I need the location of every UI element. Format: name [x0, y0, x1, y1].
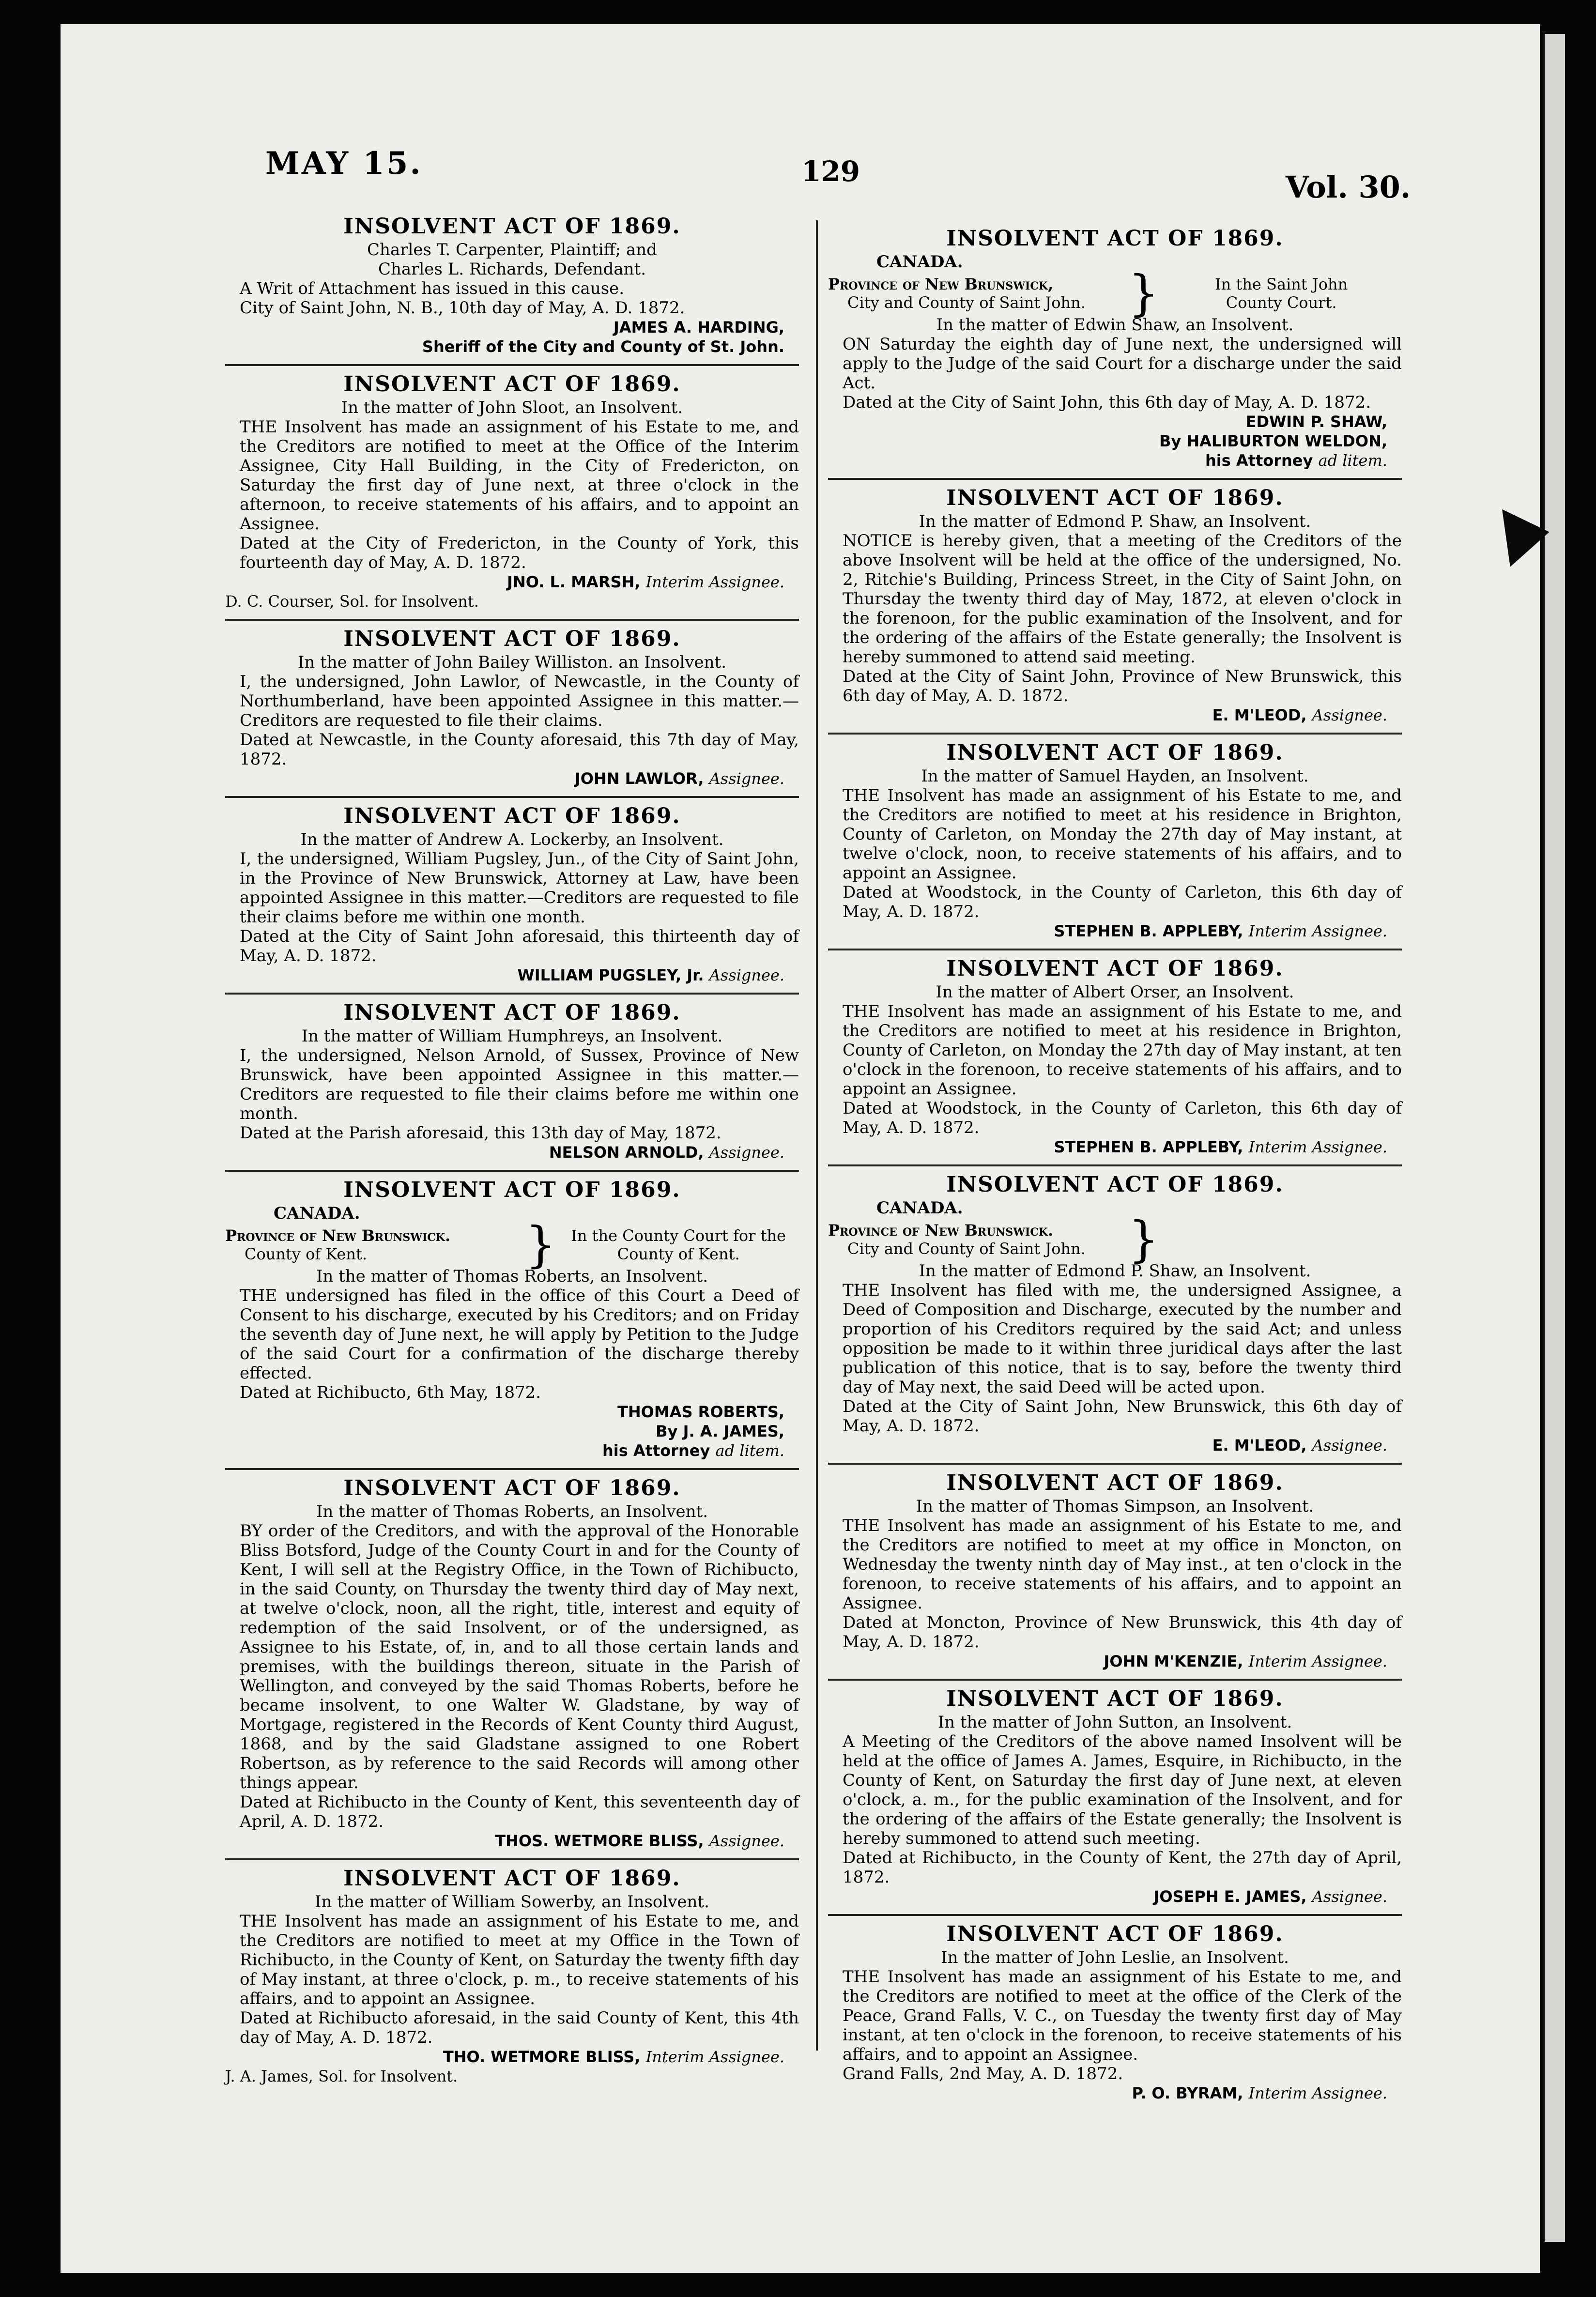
signature-role: Interim Assignee. — [1248, 1138, 1387, 1156]
notice-paragraph: BY order of the Creditors, and with the approval of the Honorable Bliss Botsford, Judge of the County Court in and for the County of Kent, I will sell at the Registry Office, in the Town of Richibucto, in the said County, on Thursday the twenty third day of May next, at twelve o'clock, noon, all the right, title, interest and equity of redemption of the said Insolvent, or of the undersigned, as Assignee to his Estate, of, in, and to all those certain lands and premises, with the buildings thereon, situate in the Parish of Wellington, and conveyed by the said Thomas Roberts, before he became insolvent, to one Walter W. Gladstane, by way of Mortgage, registered in the Records of Kent County third August, 1868, and by the said Gladstane assigned to one Robert Robertson, as by reference to the said Records will among other things appear. — [240, 1521, 799, 1792]
notice-paragraph: A Meeting of the Creditors of the above named Insolvent will be held at the office of James A. James, Esquire, in Richibucto, in the County of Kent, on Saturday the first day of June next, at eleven o'clock, a. m., for the public examination of the Insolvent, and for the ordering of the affairs of the Estate generally; the Insolvent is hereby summoned to attend such meeting. — [843, 1732, 1402, 1848]
notice-title: INSOLVENT ACT OF 1869. — [343, 1000, 681, 1025]
notice-title: INSOLVENT ACT OF 1869. — [343, 1476, 681, 1501]
signature-name: JNO. L. MARSH, — [507, 573, 641, 591]
volume-number: Vol. 30. — [1286, 169, 1411, 205]
signature-name: JOHN M'KENZIE, — [1104, 1652, 1243, 1670]
court-left-line: County of Kent. — [245, 1245, 367, 1263]
signature-line — [225, 965, 799, 985]
signature-name: JAMES A. HARDING, — [613, 318, 784, 337]
notice-title: INSOLVENT ACT OF 1869. — [343, 627, 681, 651]
notice-title: INSOLVENT ACT OF 1869. — [946, 956, 1284, 981]
matter-line: In the matter of Edwin Shaw, an Insolvent. — [936, 315, 1294, 335]
notice — [225, 995, 799, 1172]
notice-title: INSOLVENT ACT OF 1869. — [946, 1922, 1284, 1946]
signature-line — [225, 337, 799, 356]
signature-name: By J. A. JAMES, — [656, 1422, 784, 1440]
notice-title: INSOLVENT ACT OF 1869. — [343, 372, 681, 397]
signature-line — [225, 1441, 799, 1460]
signature-name: his Attorney — [1205, 451, 1313, 470]
signature-line — [225, 572, 799, 592]
notice — [225, 798, 799, 995]
notice-title: INSOLVENT ACT OF 1869. — [946, 1172, 1284, 1197]
signature-name: By HALIBURTON WELDON, — [1159, 432, 1387, 450]
court-left-line: Province of New Brunswick. — [225, 1226, 451, 1245]
signature-role: Assignee. — [1312, 1436, 1387, 1455]
signature-name: E. M'LEOD, — [1212, 1436, 1307, 1455]
notice-title: INSOLVENT ACT OF 1869. — [946, 1686, 1284, 1711]
signature-role: ad litem. — [715, 1441, 784, 1460]
signature-line — [225, 1143, 799, 1162]
matter-line: In the matter of Albert Orser, an Insolvent. — [936, 982, 1294, 1002]
matter-line: In the matter of John Bailey Williston. an Insolvent. — [297, 653, 727, 672]
canada-label: CANADA. — [876, 252, 963, 272]
notice-paragraph: THE Insolvent has made an assignment of his Estate to me, and the Creditors are notified to meet at the Office of the Interim Assignee, City Hall Building, in the City of Fredericton, on Saturday the first day of June next, at three o'clock in the afternoon, to receive statements of his affairs, and to appoint an Assignee. — [240, 417, 799, 534]
right-column — [828, 220, 1402, 2111]
notice-paragraph: Dated at Woodstock, in the County of Carleton, this 6th day of May, A. D. 1872. — [843, 883, 1402, 921]
notice-title: INSOLVENT ACT OF 1869. — [946, 226, 1284, 251]
signature-role: Assignee. — [709, 1143, 784, 1162]
notice-paragraph: THE undersigned has filed in the office of this Court a Deed of Consent to his discharge, executed by his Creditors; and on Friday the seventh day of June next, he will apply by Petition to the Judge of the said Court for a confirmation of the discharge thereby effected. — [240, 1286, 799, 1383]
notice — [225, 1470, 799, 1860]
matter-line: In the matter of Edmond P. Shaw, an Insolvent. — [919, 512, 1311, 531]
notice-paragraph: A Writ of Attachment has issued in this cause. — [240, 279, 625, 298]
notice-paragraph: City of Saint John, N. B., 10th day of May, A. D. 1872. — [240, 298, 685, 318]
signature-name: THOS. WETMORE BLISS, — [495, 1832, 704, 1850]
signature-line — [225, 1402, 799, 1422]
notice-title: INSOLVENT ACT OF 1869. — [343, 214, 681, 239]
notice — [828, 480, 1402, 735]
court-left-line: City and County of Saint John. — [847, 1240, 1086, 1258]
canada-label: CANADA. — [274, 1204, 360, 1223]
court-right-line: County of Kent. — [617, 1245, 740, 1263]
notice-paragraph: THE Insolvent has made an assignment of his Estate to me, and the Creditors are notified to meet at my office in Moncton, on Wednesday the twenty ninth day of May inst., at ten o'clock in the forenoon, to receive statements of his affairs, and to appoint an Assignee. — [843, 1516, 1402, 1613]
signature-name: E. M'LEOD, — [1212, 706, 1307, 724]
notice-paragraph: I, the undersigned, Nelson Arnold, of Sussex, Province of New Brunswick, have been appointed Assignee in this matter.—Creditors are requested to file their claims before me within one month. — [240, 1046, 799, 1123]
signature-role: Assignee. — [1312, 706, 1387, 724]
matter-line: In the matter of William Humphreys, an Insolvent. — [301, 1026, 723, 1046]
signature-name: Sheriff of the City and County of St. John. — [422, 337, 784, 356]
signature-line — [225, 769, 799, 788]
court-block — [225, 1216, 799, 1273]
signature-role: Assignee. — [709, 1832, 784, 1850]
matter-line: In the matter of John Sutton, an Insolvent. — [937, 1713, 1292, 1732]
court-left-line: Province of New Brunswick, — [828, 275, 1054, 293]
notice-paragraph: THE Insolvent has made an assignment of his Estate to me, and the Creditors are notified to meet at my Office in the Town of Richibucto, in the County of Kent, on Saturday the twenty fifth day of May instant, at three o'clock, p. m., to receive statements of his affairs, and to appoint an Assignee. — [240, 1912, 799, 2008]
notice-paragraph: Dated at Richibucto in the County of Kent, this seventeenth day of April, A. D. 1872. — [240, 1792, 799, 1831]
notice-paragraph: NOTICE is hereby given, that a meeting of the Creditors of the above Insolvent will be held at the office of the undersigned, No. 2, Ritchie's Building, Princess Street, in the City of Saint John, on Thursday the twenty third day of May, 1872, at eleven o'clock in the forenoon, for the public examination of the Insolvent, and for the ordering of the affairs of the Estate generally; the Insolvent is hereby summoned to attend said meeting. — [843, 531, 1402, 667]
notice — [828, 220, 1402, 480]
signature-line — [828, 1652, 1402, 1671]
signature-line — [828, 921, 1402, 941]
court-right-line: In the Saint John — [1215, 275, 1348, 293]
notice — [225, 208, 799, 366]
matter-line: In the matter of Edmond P. Shaw, an Insolvent. — [919, 1261, 1311, 1281]
notice-title: INSOLVENT ACT OF 1869. — [946, 486, 1284, 510]
solicitor-line: J. A. James, Sol. for Insolvent. — [225, 2067, 458, 2085]
left-column — [225, 208, 799, 2094]
notice-paragraph: Dated at Woodstock, in the County of Carleton, this 6th day of May, A. D. 1872. — [843, 1099, 1402, 1137]
court-left-line: Province of New Brunswick. — [828, 1221, 1054, 1240]
notice-paragraph: Dated at the City of Saint John, New Brunswick, this 6th day of May, A. D. 1872. — [843, 1397, 1402, 1436]
notice-paragraph: Dated at Richibucto, in the County of Kent, the 27th day of April, 1872. — [843, 1848, 1402, 1887]
signature-line — [828, 1137, 1402, 1157]
matter-line: In the matter of Samuel Hayden, an Insolvent. — [921, 766, 1309, 786]
page-number: 129 — [801, 155, 860, 188]
notice-paragraph: Dated at the City of Saint John aforesaid, this thirteenth day of May, A. D. 1872. — [240, 927, 799, 965]
notice — [828, 1166, 1402, 1465]
notice — [828, 735, 1402, 950]
signature-line — [828, 431, 1402, 451]
signature-name: STEPHEN B. APPLEBY, — [1054, 922, 1243, 940]
notice — [828, 1916, 1402, 2111]
court-name — [558, 1226, 799, 1263]
notice-paragraph: THE Insolvent has made an assignment of his Estate to me, and the Creditors are notified to meet at the office of the Clerk of the Peace, Grand Falls, V. C., on Tuesday the twenty first day of May instant, at ten o'clock in the forenoon, to receive statements of his affairs, and to appoint an Assignee. — [843, 1967, 1402, 2064]
brace-glyph: } — [1128, 265, 1159, 322]
signature-name: JOHN LAWLOR, — [574, 769, 704, 788]
issue-date: MAY 15. — [265, 145, 423, 182]
signature-name: his Attorney — [602, 1441, 710, 1460]
signature-name: NELSON ARNOLD, — [549, 1143, 704, 1162]
signature-name: EDWIN P. SHAW, — [1245, 413, 1387, 431]
signature-role: ad litem. — [1318, 451, 1387, 470]
signature-role: Assignee. — [709, 966, 784, 984]
notice-title: INSOLVENT ACT OF 1869. — [946, 1470, 1284, 1495]
notice-paragraph: Dated at Newcastle, in the County aforesaid, this 7th day of May, 1872. — [240, 730, 799, 769]
column-divider — [816, 220, 818, 2051]
signature-line — [225, 318, 799, 337]
notice-paragraph: THE Insolvent has filed with me, the undersigned Assignee, a Deed of Composition and Discharge, executed by the number and proportion of his Creditors required by the said Act; and unless opposition be made to it within three juridical days after the last publication of this notice, that is to say, before the twenty third day of May next, the said Deed will be acted upon. — [843, 1281, 1402, 1397]
notice-paragraph: THE Insolvent has made an assignment of his Estate to me, and the Creditors are notified to meet at his residence in Brighton, County of Carleton, on Monday the 27th day of May instant, at twelve o'clock, noon, to receive statements of his affairs, and to appoint an Assignee. — [843, 786, 1402, 883]
signature-role: Interim Assignee. — [645, 2048, 784, 2066]
matter-line: In the matter of William Sowerby, an Insolvent. — [315, 1892, 709, 1912]
signature-name: THOMAS ROBERTS, — [617, 1403, 784, 1421]
matter-line: In the matter of John Sloot, an Insolvent. — [341, 398, 683, 417]
signature-name: JOSEPH E. JAMES, — [1153, 1887, 1307, 1906]
notice-paragraph: Dated at Moncton, Province of New Brunswick, this 4th day of May, A. D. 1872. — [843, 1613, 1402, 1652]
signature-role: Interim Assignee. — [1248, 922, 1387, 940]
signature-role: Interim Assignee. — [1248, 2084, 1387, 2102]
signature-name: STEPHEN B. APPLEBY, — [1054, 1138, 1243, 1156]
notice-paragraph: Dated at the Parish aforesaid, this 13th day of May, 1872. — [240, 1123, 721, 1143]
party-line: Charles T. Carpenter, Plaintiff; and — [367, 240, 657, 260]
court-jurisdiction — [225, 1226, 523, 1263]
brace-glyph: } — [1128, 1211, 1159, 1268]
signature-line — [828, 1887, 1402, 1906]
notice-paragraph: Dated at the City of Saint John, this 6th day of May, A. D. 1872. — [843, 393, 1371, 412]
signature-line — [828, 705, 1402, 725]
signature-role: Assignee. — [1312, 1887, 1387, 1906]
solicitor-line: D. C. Courser, Sol. for Insolvent. — [225, 592, 479, 611]
notice-paragraph: Dated at Richibucto aforesaid, in the said County of Kent, this 4th day of May, A. D. 1872. — [240, 2008, 799, 2047]
notice-paragraph: Dated at the City of Saint John, Province of New Brunswick, this 6th day of May, A. D. 1872. — [843, 667, 1402, 705]
scan-edge-strip — [1545, 34, 1565, 2242]
notice — [225, 366, 799, 621]
court-jurisdiction — [828, 275, 1126, 312]
court-name — [1161, 275, 1402, 312]
canada-label: CANADA. — [876, 1198, 963, 1218]
signature-name: THO. WETMORE BLISS, — [443, 2048, 641, 2066]
court-right-line: County Court. — [1226, 293, 1337, 312]
notice — [828, 1465, 1402, 1681]
notice-title: INSOLVENT ACT OF 1869. — [946, 740, 1284, 765]
notice-paragraph: Dated at Richibucto, 6th May, 1872. — [240, 1383, 541, 1402]
notice-paragraph: I, the undersigned, William Pugsley, Jun., of the City of Saint John, in the Province of New Brunswick, Attorney at Law, have been appointed Assignee in this matter.—Creditors are requested to file their claims before me within one month. — [240, 849, 799, 927]
signature-line — [828, 412, 1402, 431]
signature-role: Interim Assignee. — [1248, 1652, 1387, 1670]
signature-line — [225, 1422, 799, 1441]
party-line: Charles L. Richards, Defendant. — [378, 260, 646, 279]
notice — [225, 1172, 799, 1470]
court-right-line: In the County Court for the — [571, 1226, 786, 1245]
signature-line — [828, 1436, 1402, 1455]
matter-line: In the matter of Thomas Simpson, an Insolvent. — [916, 1497, 1314, 1516]
notice-paragraph: THE Insolvent has made an assignment of his Estate to me, and the Creditors are notified to meet at his residence in Brighton, County of Carleton, on Monday the 27th day of May instant, at ten o'clock in the forenoon, to receive statements of his affairs, and to appoint an Assignee. — [843, 1002, 1402, 1099]
court-left-line: City and County of Saint John. — [847, 293, 1086, 312]
court-block — [828, 265, 1402, 322]
matter-line: In the matter of John Leslie, an Insolvent. — [941, 1948, 1289, 1967]
notice-title: INSOLVENT ACT OF 1869. — [343, 1178, 681, 1202]
brace-glyph: } — [525, 1216, 556, 1273]
notice-paragraph: ON Saturday the eighth day of June next, the undersigned will apply to the Judge of the said Court for a discharge under the said Act. — [843, 335, 1402, 393]
signature-line — [225, 2047, 799, 2067]
notice — [828, 950, 1402, 1166]
matter-line: In the matter of Thomas Roberts, an Insolvent. — [316, 1267, 708, 1286]
court-block — [828, 1211, 1402, 1268]
notice-title: INSOLVENT ACT OF 1869. — [343, 804, 681, 828]
notice — [225, 1860, 799, 2094]
notice-title: INSOLVENT ACT OF 1869. — [343, 1866, 681, 1891]
signature-name: P. O. BYRAM, — [1132, 2084, 1243, 2102]
signature-role: Interim Assignee. — [645, 573, 784, 591]
signature-role: Assignee. — [709, 769, 784, 788]
notice-paragraph: Dated at the City of Fredericton, in the County of York, this fourteenth day of May, A. D. 1872. — [240, 534, 799, 572]
notice-paragraph: I, the undersigned, John Lawlor, of Newcastle, in the County of Northumberland, have been appointed Assignee in this matter.—Creditors are requested to file their claims. — [240, 672, 799, 730]
matter-line: In the matter of Thomas Roberts, an Insolvent. — [316, 1502, 708, 1521]
notice — [225, 621, 799, 798]
signature-line — [828, 451, 1402, 470]
scan-edge-mark — [1502, 503, 1553, 567]
signature-line — [225, 1831, 799, 1851]
notice-paragraph: Grand Falls, 2nd May, A. D. 1872. — [843, 2064, 1123, 2083]
notice — [828, 1681, 1402, 1916]
court-jurisdiction — [828, 1221, 1126, 1258]
matter-line: In the matter of Andrew A. Lockerby, an Insolvent. — [300, 830, 724, 849]
signature-line — [828, 2083, 1402, 2103]
signature-name: WILLIAM PUGSLEY, Jr. — [517, 966, 704, 984]
